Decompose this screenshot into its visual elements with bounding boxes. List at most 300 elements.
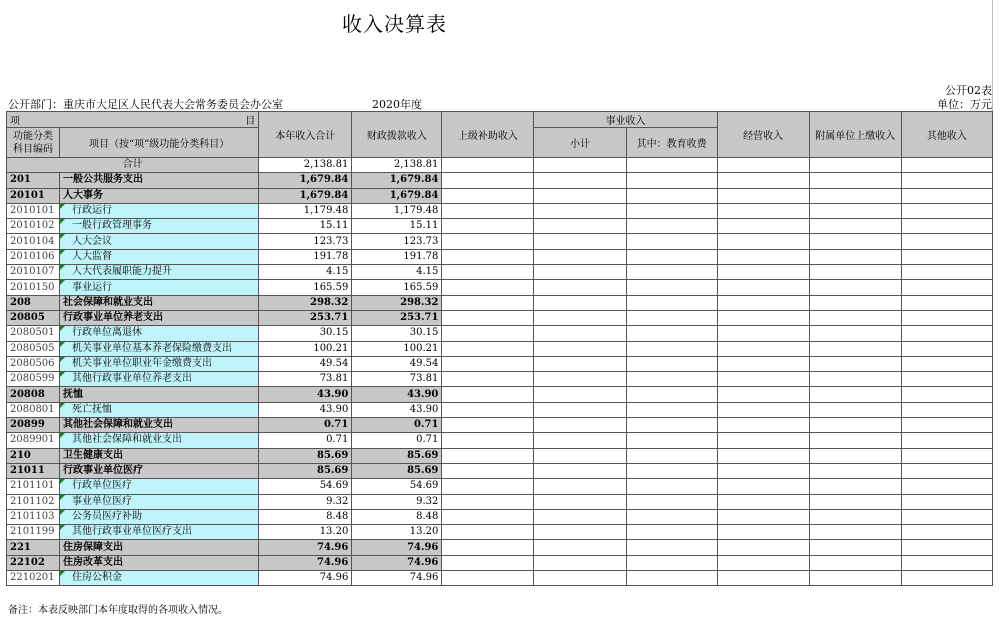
empty-cell bbox=[626, 280, 717, 295]
row-fiscal: 100.21 bbox=[352, 341, 442, 356]
empty-cell bbox=[717, 249, 809, 264]
row-name-text: 公务员医疗补助 bbox=[72, 510, 143, 522]
empty-cell bbox=[901, 234, 992, 249]
row-total-income: 298.32 bbox=[259, 295, 352, 310]
page-title: 收入决算表 bbox=[342, 12, 447, 36]
cell-comment-marker-icon bbox=[60, 495, 65, 500]
table-row bbox=[7, 571, 993, 586]
empty-cell bbox=[626, 540, 717, 555]
empty-cell bbox=[809, 341, 901, 356]
empty-cell bbox=[442, 203, 534, 218]
row-fiscal: 85.69 bbox=[352, 463, 442, 478]
year-label: 2020年度 bbox=[372, 98, 422, 111]
table-body bbox=[7, 158, 993, 586]
row-name bbox=[60, 509, 259, 524]
empty-cell bbox=[626, 525, 717, 540]
row-total-income: 49.54 bbox=[259, 356, 352, 371]
row-fiscal: 165.59 bbox=[352, 280, 442, 295]
empty-cell bbox=[534, 295, 626, 310]
empty-cell bbox=[717, 479, 809, 494]
cell-comment-marker-icon bbox=[60, 342, 65, 347]
row-total-income: 1,679.84 bbox=[259, 188, 352, 203]
income-table bbox=[6, 111, 993, 586]
empty-cell bbox=[717, 555, 809, 570]
empty-cell bbox=[626, 463, 717, 478]
empty-cell bbox=[534, 402, 626, 417]
table-row bbox=[7, 341, 993, 356]
table-header bbox=[7, 112, 993, 158]
empty-cell bbox=[442, 188, 534, 203]
row-name-text: 住房公积金 bbox=[72, 572, 123, 584]
empty-cell bbox=[442, 418, 534, 433]
row-name-text: 行政事业单位养老支出 bbox=[63, 312, 164, 324]
row-name bbox=[60, 387, 259, 402]
empty-cell bbox=[442, 555, 534, 570]
empty-cell bbox=[626, 310, 717, 325]
row-fiscal: 191.78 bbox=[352, 249, 442, 264]
row-name bbox=[60, 326, 259, 341]
empty-cell bbox=[809, 571, 901, 586]
row-total-income: 73.81 bbox=[259, 372, 352, 387]
unit-label: 单位：万元 bbox=[937, 98, 992, 111]
row-total-income: 4.15 bbox=[259, 265, 352, 280]
empty-cell bbox=[717, 387, 809, 402]
empty-cell bbox=[717, 356, 809, 371]
empty-cell bbox=[626, 387, 717, 402]
empty-cell bbox=[809, 463, 901, 478]
row-total-income: 9.32 bbox=[259, 494, 352, 509]
row-code: 2010102 bbox=[7, 219, 60, 234]
empty-cell bbox=[626, 402, 717, 417]
row-total-income: 8.48 bbox=[259, 509, 352, 524]
table-row bbox=[7, 249, 993, 264]
empty-cell bbox=[626, 173, 717, 188]
empty-cell bbox=[442, 295, 534, 310]
header-code: 功能分类科目编码 bbox=[7, 128, 60, 158]
cell-comment-marker-icon bbox=[60, 280, 65, 285]
department-label: 公开部门：重庆市大足区人民代表大会常务委员会办公室 bbox=[8, 98, 283, 111]
empty-cell bbox=[901, 387, 992, 402]
empty-cell bbox=[901, 341, 992, 356]
empty-cell bbox=[442, 402, 534, 417]
row-name bbox=[60, 571, 259, 586]
table-row bbox=[7, 418, 993, 433]
row-name-text: 人大事务 bbox=[63, 189, 104, 201]
empty-cell bbox=[534, 418, 626, 433]
row-total-income: 191.78 bbox=[259, 249, 352, 264]
empty-cell bbox=[717, 540, 809, 555]
row-total-income: 74.96 bbox=[259, 540, 352, 555]
row-fiscal: 49.54 bbox=[352, 356, 442, 371]
row-total-income: 0.71 bbox=[259, 433, 352, 448]
empty-cell bbox=[534, 326, 626, 341]
row-fiscal: 0.71 bbox=[352, 433, 442, 448]
table-row bbox=[7, 280, 993, 295]
empty-cell bbox=[809, 418, 901, 433]
row-name bbox=[60, 249, 259, 264]
empty-cell bbox=[901, 173, 992, 188]
empty-cell bbox=[717, 295, 809, 310]
empty-cell bbox=[809, 310, 901, 325]
row-total-income: 1,679.84 bbox=[259, 173, 352, 188]
cell-comment-marker-icon bbox=[60, 525, 65, 530]
row-code: 210 bbox=[7, 448, 60, 463]
empty-cell bbox=[626, 372, 717, 387]
row-code: 208 bbox=[7, 295, 60, 310]
empty-cell bbox=[809, 372, 901, 387]
row-name-text: 社会保障和就业支出 bbox=[63, 296, 154, 308]
row-fiscal: 298.32 bbox=[352, 295, 442, 310]
empty-cell bbox=[442, 326, 534, 341]
row-name bbox=[60, 555, 259, 570]
row-code: 2101102 bbox=[7, 494, 60, 509]
sheet-edge-line bbox=[992, 0, 993, 111]
row-fiscal: 74.96 bbox=[352, 571, 442, 586]
row-name bbox=[60, 356, 259, 371]
row-fiscal: 85.69 bbox=[352, 448, 442, 463]
row-total-income: 54.69 bbox=[259, 479, 352, 494]
empty-cell bbox=[534, 463, 626, 478]
row-name-text: 一般行政管理事务 bbox=[72, 220, 153, 232]
row-name bbox=[60, 280, 259, 295]
empty-cell bbox=[442, 463, 534, 478]
row-name bbox=[60, 295, 259, 310]
empty-cell bbox=[717, 571, 809, 586]
table-row bbox=[7, 525, 993, 540]
empty-cell bbox=[901, 402, 992, 417]
empty-cell bbox=[534, 479, 626, 494]
header-item bbox=[7, 112, 259, 128]
row-name bbox=[60, 433, 259, 448]
header-item-left: 项 bbox=[10, 116, 20, 127]
row-code: 2080501 bbox=[7, 326, 60, 341]
header-fiscal: 财政拨款收入 bbox=[352, 112, 442, 158]
empty-cell bbox=[717, 402, 809, 417]
row-name bbox=[60, 219, 259, 234]
row-code: 2210201 bbox=[7, 571, 60, 586]
empty-cell bbox=[809, 387, 901, 402]
empty-cell bbox=[442, 494, 534, 509]
empty-cell bbox=[442, 219, 534, 234]
row-name-text: 其他行政事业单位医疗支出 bbox=[72, 526, 193, 538]
empty-cell bbox=[442, 356, 534, 371]
row-fiscal: 30.15 bbox=[352, 326, 442, 341]
footnote: 备注：本表反映部门本年度取得的各项收入情况。 bbox=[8, 605, 228, 616]
empty-cell bbox=[442, 372, 534, 387]
empty-cell bbox=[901, 509, 992, 524]
empty-cell bbox=[534, 249, 626, 264]
empty-cell bbox=[626, 265, 717, 280]
empty-cell bbox=[626, 341, 717, 356]
table-row bbox=[7, 448, 993, 463]
empty-cell bbox=[809, 173, 901, 188]
row-name-text: 机关事业单位职业年金缴费支出 bbox=[72, 358, 213, 369]
empty-cell bbox=[717, 188, 809, 203]
row-code: 201 bbox=[7, 173, 60, 188]
empty-cell bbox=[442, 387, 534, 402]
header-item-right: 目 bbox=[245, 116, 256, 127]
row-fiscal: 123.73 bbox=[352, 234, 442, 249]
header-subtotal: 小计 bbox=[534, 128, 626, 158]
empty-cell bbox=[442, 310, 534, 325]
empty-cell bbox=[534, 571, 626, 586]
form-code: 公开02表 bbox=[945, 84, 992, 97]
header-name: 项目（按“项”级功能分类科目） bbox=[60, 128, 259, 158]
empty-cell bbox=[442, 540, 534, 555]
row-fiscal: 74.96 bbox=[352, 555, 442, 570]
empty-cell bbox=[901, 356, 992, 371]
row-code: 2089901 bbox=[7, 433, 60, 448]
row-total-income: 43.90 bbox=[259, 387, 352, 402]
row-code: 22102 bbox=[7, 555, 60, 570]
cell-comment-marker-icon bbox=[60, 510, 65, 515]
row-name-text: 人大代表履职能力提升 bbox=[72, 266, 173, 278]
row-fiscal: 74.96 bbox=[352, 540, 442, 555]
row-code: 221 bbox=[7, 540, 60, 555]
row-code: 2080506 bbox=[7, 356, 60, 371]
empty-cell bbox=[534, 188, 626, 203]
cell-comment-marker-icon bbox=[60, 204, 65, 209]
empty-cell bbox=[442, 341, 534, 356]
empty-cell bbox=[809, 249, 901, 264]
row-code: 21011 bbox=[7, 463, 60, 478]
empty-cell bbox=[717, 326, 809, 341]
row-name-text: 死亡抚恤 bbox=[72, 403, 113, 415]
row-code: 20101 bbox=[7, 188, 60, 203]
empty-cell bbox=[626, 203, 717, 218]
row-fiscal: 1,679.84 bbox=[352, 188, 442, 203]
empty-cell bbox=[626, 249, 717, 264]
row-fiscal: 43.90 bbox=[352, 387, 442, 402]
row-total-income: 43.90 bbox=[259, 402, 352, 417]
header-education: 其中：教育收费 bbox=[626, 128, 717, 158]
row-fiscal: 43.90 bbox=[352, 402, 442, 417]
empty-cell bbox=[534, 387, 626, 402]
cell-comment-marker-icon bbox=[60, 326, 65, 331]
empty-cell bbox=[626, 571, 717, 586]
empty-cell bbox=[442, 525, 534, 540]
empty-cell bbox=[809, 234, 901, 249]
empty-cell bbox=[901, 280, 992, 295]
row-name-text: 住房保障支出 bbox=[63, 541, 124, 553]
table-row bbox=[7, 540, 993, 555]
cell-comment-marker-icon bbox=[60, 479, 65, 484]
row-code: 2010106 bbox=[7, 249, 60, 264]
empty-cell bbox=[626, 509, 717, 524]
table-row bbox=[7, 463, 993, 478]
cell-comment-marker-icon bbox=[60, 571, 65, 576]
empty-cell bbox=[534, 372, 626, 387]
empty-cell bbox=[809, 540, 901, 555]
cell-comment-marker-icon bbox=[60, 433, 65, 438]
empty-cell bbox=[534, 525, 626, 540]
empty-cell bbox=[442, 173, 534, 188]
row-fiscal: 13.20 bbox=[352, 525, 442, 540]
table-row bbox=[7, 356, 993, 371]
empty-cell bbox=[442, 448, 534, 463]
row-name bbox=[60, 402, 259, 417]
table-row bbox=[7, 234, 993, 249]
cell-comment-marker-icon bbox=[60, 234, 65, 239]
header-affiliated: 附属单位上缴收入 bbox=[809, 112, 901, 158]
row-total-income: 1,179.48 bbox=[259, 203, 352, 218]
empty-cell bbox=[534, 555, 626, 570]
table-row bbox=[7, 295, 993, 310]
row-total-income: 15.11 bbox=[259, 219, 352, 234]
empty-cell bbox=[901, 295, 992, 310]
empty-cell bbox=[809, 402, 901, 417]
empty-cell bbox=[809, 158, 901, 173]
empty-cell bbox=[626, 494, 717, 509]
row-total-income: 74.96 bbox=[259, 555, 352, 570]
row-name bbox=[60, 310, 259, 325]
row-name bbox=[60, 341, 259, 356]
empty-cell bbox=[809, 479, 901, 494]
row-fiscal: 54.69 bbox=[352, 479, 442, 494]
row-code: 2010107 bbox=[7, 265, 60, 280]
empty-cell bbox=[717, 219, 809, 234]
cell-comment-marker-icon bbox=[60, 403, 65, 408]
empty-cell bbox=[717, 372, 809, 387]
empty-cell bbox=[534, 540, 626, 555]
empty-cell bbox=[626, 234, 717, 249]
row-code: 20808 bbox=[7, 387, 60, 402]
header-superior: 上级补助收入 bbox=[442, 112, 534, 158]
empty-cell bbox=[901, 249, 992, 264]
empty-cell bbox=[717, 448, 809, 463]
empty-cell bbox=[442, 280, 534, 295]
empty-cell bbox=[901, 219, 992, 234]
empty-cell bbox=[717, 203, 809, 218]
row-fiscal: 9.32 bbox=[352, 494, 442, 509]
row-code: 2101103 bbox=[7, 509, 60, 524]
row-fiscal: 1,179.48 bbox=[352, 203, 442, 218]
row-name-text: 事业单位医疗 bbox=[72, 495, 133, 507]
row-code: 2080599 bbox=[7, 372, 60, 387]
empty-cell bbox=[901, 494, 992, 509]
cell-comment-marker-icon bbox=[60, 265, 65, 270]
table-row bbox=[7, 188, 993, 203]
table-row bbox=[7, 479, 993, 494]
total-label: 合计 bbox=[7, 158, 259, 173]
row-name bbox=[60, 188, 259, 203]
table-row bbox=[7, 173, 993, 188]
cell-comment-marker-icon bbox=[60, 219, 65, 224]
row-name-text: 其他社会保障和就业支出 bbox=[72, 434, 183, 446]
empty-cell bbox=[442, 571, 534, 586]
empty-cell bbox=[442, 249, 534, 264]
table-row bbox=[7, 509, 993, 524]
row-code: 2010150 bbox=[7, 280, 60, 295]
empty-cell bbox=[809, 525, 901, 540]
empty-cell bbox=[809, 509, 901, 524]
empty-cell bbox=[534, 219, 626, 234]
empty-cell bbox=[809, 555, 901, 570]
empty-cell bbox=[717, 158, 809, 173]
empty-cell bbox=[626, 479, 717, 494]
empty-cell bbox=[901, 158, 992, 173]
header-business: 事业收入 bbox=[534, 112, 717, 128]
empty-cell bbox=[442, 158, 534, 173]
row-name-text: 抚恤 bbox=[63, 388, 84, 400]
row-name bbox=[60, 540, 259, 555]
empty-cell bbox=[626, 448, 717, 463]
empty-cell bbox=[901, 525, 992, 540]
row-name bbox=[60, 234, 259, 249]
row-name-text: 卫生健康支出 bbox=[63, 449, 124, 461]
row-name-text: 一般公共服务支出 bbox=[63, 174, 144, 186]
header-total-income: 本年收入合计 bbox=[259, 112, 352, 158]
empty-cell bbox=[901, 265, 992, 280]
row-name bbox=[60, 525, 259, 540]
row-fiscal: 8.48 bbox=[352, 509, 442, 524]
table-row bbox=[7, 265, 993, 280]
empty-cell bbox=[717, 494, 809, 509]
empty-cell bbox=[901, 433, 992, 448]
empty-cell bbox=[717, 173, 809, 188]
row-name-text: 行政单位医疗 bbox=[72, 480, 133, 492]
empty-cell bbox=[442, 234, 534, 249]
total-row bbox=[7, 158, 993, 173]
row-total-income: 123.73 bbox=[259, 234, 352, 249]
row-name-text: 其他社会保障和就业支出 bbox=[63, 419, 174, 431]
empty-cell bbox=[901, 326, 992, 341]
table-row bbox=[7, 555, 993, 570]
row-name bbox=[60, 203, 259, 218]
row-total-income: 100.21 bbox=[259, 341, 352, 356]
row-name bbox=[60, 448, 259, 463]
empty-cell bbox=[809, 356, 901, 371]
empty-cell bbox=[717, 265, 809, 280]
empty-cell bbox=[901, 203, 992, 218]
empty-cell bbox=[534, 356, 626, 371]
empty-cell bbox=[534, 448, 626, 463]
empty-cell bbox=[626, 219, 717, 234]
row-fiscal: 253.71 bbox=[352, 310, 442, 325]
row-name-text: 人大会议 bbox=[72, 235, 113, 247]
row-fiscal: 1,679.84 bbox=[352, 173, 442, 188]
row-name bbox=[60, 173, 259, 188]
empty-cell bbox=[901, 418, 992, 433]
empty-cell bbox=[534, 173, 626, 188]
table-row bbox=[7, 494, 993, 509]
header-operating: 经营收入 bbox=[717, 112, 809, 158]
empty-cell bbox=[534, 494, 626, 509]
row-name-text: 机关事业单位基本养老保险缴费支出 bbox=[72, 342, 233, 354]
empty-cell bbox=[809, 203, 901, 218]
empty-cell bbox=[626, 326, 717, 341]
empty-cell bbox=[442, 509, 534, 524]
table-row bbox=[7, 310, 993, 325]
empty-cell bbox=[534, 509, 626, 524]
empty-cell bbox=[901, 188, 992, 203]
empty-cell bbox=[534, 310, 626, 325]
table-row bbox=[7, 203, 993, 218]
row-total-income: 30.15 bbox=[259, 326, 352, 341]
cell-comment-marker-icon bbox=[60, 372, 65, 377]
table-row bbox=[7, 387, 993, 402]
empty-cell bbox=[901, 448, 992, 463]
table-row bbox=[7, 372, 993, 387]
row-fiscal: 73.81 bbox=[352, 372, 442, 387]
row-code: 2080505 bbox=[7, 341, 60, 356]
table-row bbox=[7, 219, 993, 234]
row-total-income: 85.69 bbox=[259, 463, 352, 478]
empty-cell bbox=[809, 433, 901, 448]
row-code: 2101199 bbox=[7, 525, 60, 540]
empty-cell bbox=[809, 448, 901, 463]
empty-cell bbox=[442, 479, 534, 494]
